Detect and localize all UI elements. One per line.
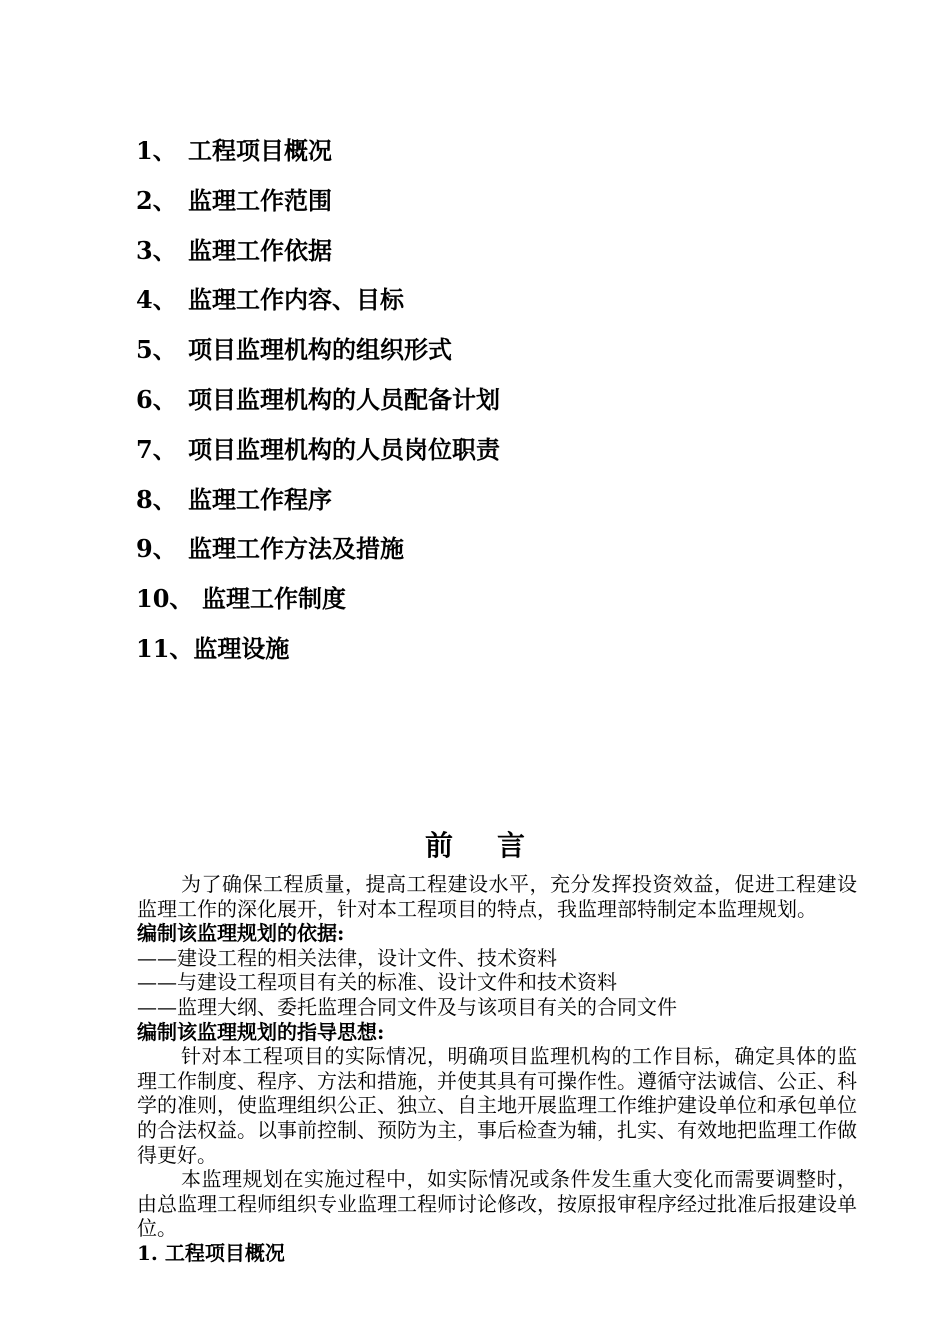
- toc-item[interactable]: [136, 325, 500, 375]
- toc-item[interactable]: [136, 226, 500, 276]
- toc-title: 项目监理机构的组织形式: [188, 335, 452, 365]
- toc-title: 监理工作方法及措施: [188, 534, 404, 564]
- toc-number: 8、: [136, 484, 177, 514]
- preface-body: [137, 872, 857, 1266]
- toc-title: 项目监理机构的人员配备计划: [188, 384, 500, 414]
- toc-number: 10、: [136, 584, 194, 614]
- toc-number: 1、: [136, 136, 177, 165]
- toc-number: 4、: [136, 285, 177, 315]
- toc-number: 6、: [136, 384, 177, 414]
- section-heading: 1. 工程项目概况: [137, 1240, 285, 1265]
- basis-item: ——与建设工程项目有关的标准、设计文件和技术资料: [137, 970, 617, 995]
- revision-paragraph: 本监理规划在实施过程中，如实际情况或条件发生重大变化而需要调整时，由总监理工程师组织专业监理工程师讨论修改，按原报审程序经过批准后报建设单位。: [137, 1167, 857, 1241]
- toc-item[interactable]: [136, 176, 500, 226]
- toc-item[interactable]: [136, 624, 500, 674]
- toc-title: 工程项目概况: [188, 136, 332, 165]
- toc-number: 7、: [136, 434, 177, 464]
- basis-item: ——建设工程的相关法律，设计文件、技术资料: [137, 945, 557, 970]
- guideline-heading: 编制该监理规划的指导思想:: [137, 1019, 385, 1044]
- basis-item: ——监理大纲、委托监理合同文件及与该项目有关的合同文件: [137, 994, 677, 1019]
- preface-title: 前言: [424, 829, 569, 862]
- toc-title: 监理设施: [193, 633, 290, 663]
- toc-item[interactable]: [136, 475, 500, 525]
- toc-item[interactable]: [136, 375, 500, 425]
- table-of-contents: [136, 126, 500, 674]
- toc-item[interactable]: [136, 425, 500, 475]
- toc-title: 监理工作程序: [188, 484, 332, 514]
- toc-title: 监理工作范围: [188, 185, 332, 215]
- toc-title: 监理工作制度: [202, 584, 346, 614]
- toc-number: 3、: [136, 235, 177, 265]
- toc-number: 9、: [136, 534, 177, 564]
- preface-intro-paragraph: 为了确保工程质量，提高工程建设水平，充分发挥投资效益，促进工程建设监理工作的深化展开，针对本工程项目的特点，我监理部特制定本监理规划。: [137, 872, 857, 921]
- toc-item[interactable]: [136, 574, 500, 624]
- toc-title: 监理工作依据: [188, 235, 332, 265]
- toc-number: 5、: [136, 335, 177, 365]
- toc-number: 11、: [136, 633, 194, 663]
- basis-heading: 编制该监理规划的依据:: [137, 921, 345, 946]
- toc-item[interactable]: [136, 126, 500, 176]
- toc-title: 监理工作内容、目标: [188, 285, 404, 315]
- toc-number: 2、: [136, 185, 177, 215]
- toc-title: 项目监理机构的人员岗位职责: [188, 434, 500, 464]
- guideline-paragraph: 针对本工程项目的实际情况，明确项目监理机构的工作目标，确定具体的监理工作制度、程序、方法和措施，并使其具有可操作性。遵循守法诚信、公正、科学的准则，使监理组织公正、独立、自主地开展监理工作维护建设单位和承包单位的合法权益。以事前控制、预防为主，事后检查为辅，扎实、有效地把监理工作做得更好。: [137, 1044, 857, 1167]
- toc-item[interactable]: [136, 275, 500, 325]
- toc-item[interactable]: [136, 524, 500, 574]
